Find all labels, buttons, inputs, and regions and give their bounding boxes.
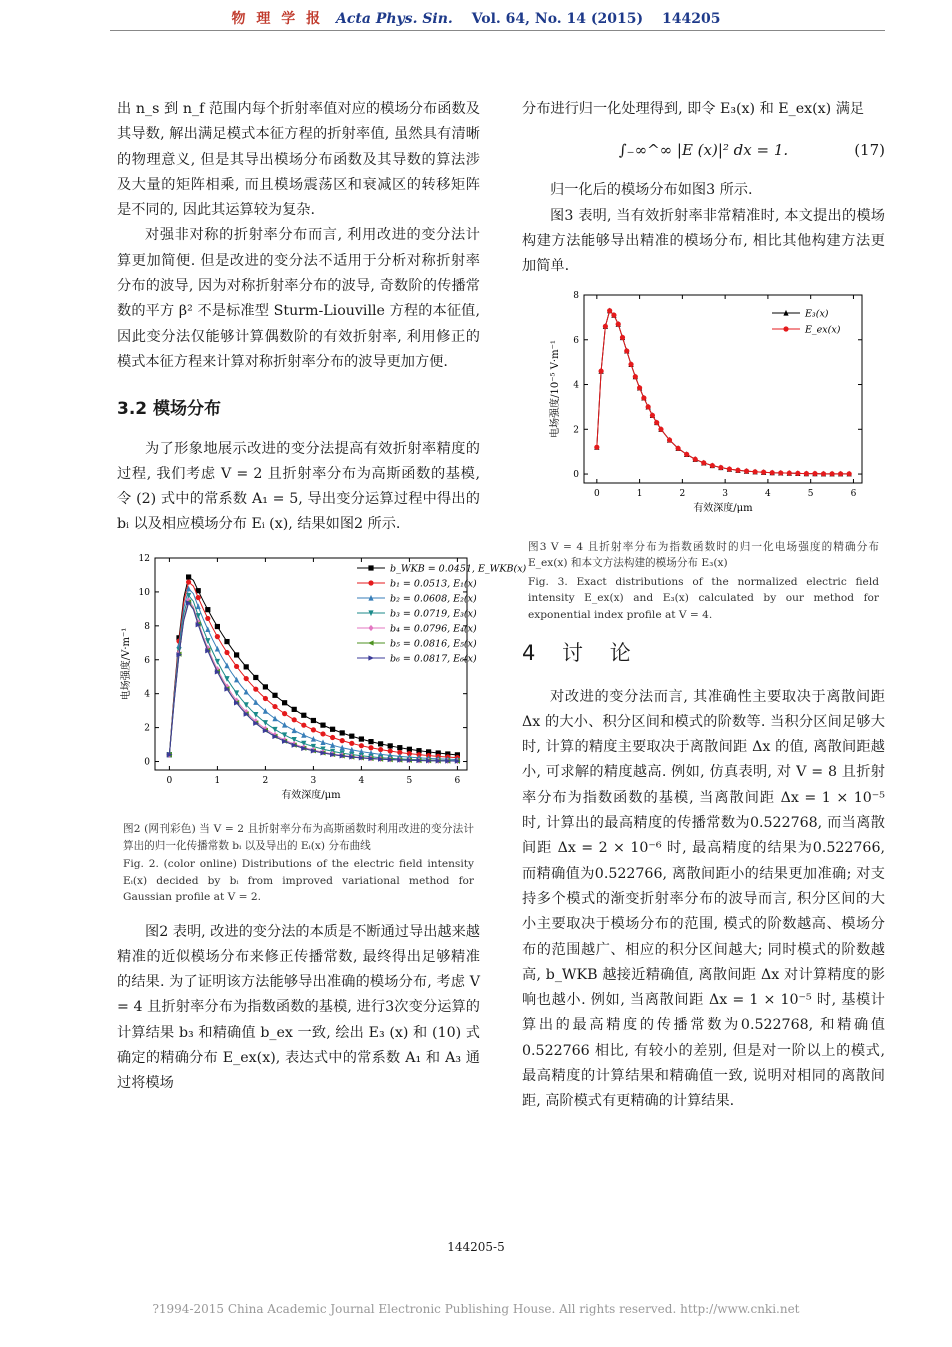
x-tick-label: 4 [358,775,365,786]
y-tick-label: 4 [144,689,150,700]
data-point [693,457,698,462]
data-point [675,446,680,451]
data-point [340,738,345,743]
x-tick-label: 6 [850,489,857,500]
legend-entry: E_ex(x) [805,324,841,336]
page-number: 144205-5 [447,1240,505,1254]
data-point [244,664,249,669]
section-heading: 4 讨 论 [522,641,641,666]
legend-entry: b₃ = 0.0719, E₃(x) [390,608,477,620]
data-point [388,743,393,748]
data-point [311,727,316,732]
data-point [292,707,297,712]
paragraph: 归一化后的模场分布如图3 所示. [550,182,753,199]
y-axis-label: 电场强度/10⁻⁵ V·m⁻¹ [550,340,561,439]
y-tick-label: 12 [138,553,150,564]
paragraph: 对改进的变分法而言, 其准确性主要取决于离散间距 Δx 的大小、积分区间和模式的阶数等. 当积分区间足够大时, 计算的精度主要取决于离散间距 Δx 的值, 离散间距越小, 可求解的精度越高. 例如, 仿真表明, 对 V = 8 且折射率分布为指数函数的基模, 当离散间距 Δx = 1 × 10⁻⁵ 时, 计算出的最高精度的传播常数为0.522768, 而当离散间距 Δx = 2 × 10⁻⁶ 时, 最高精度的结果为0.522766, 而精确值为0.522766, 离散间距小的结果更加准确; 对支持多个模式的渐变折射率分布的波导而言, 积分区间的大小主要取决于模场分布的范围, 模式的阶数越高、模场分布的范围越广、相应的积分区间越大; 同时模式的阶数越高, b_WKB 越接近精确值, 离散间距 Δx 对计算精度的影响也越小. 例如, 当离散间距 Δx = 1 × 10⁻⁵ 时, 基模计算出的最高精度的传播常数为0.522768, 和精确值0.522766 相比, 有较小的差别, 但是对一阶以上的模式, 最高精度的计算结果和精确值一致, 说明对相同的离散间距, 高阶模式有更精确的计算结果. [522,688,885,1110]
data-point [282,722,287,728]
figure-2-caption-cn: 图2 (网刊彩色) 当 V = 2 且折射率分布为高斯函数时利用改进的变分法计算出的归一化传播常数 bᵢ 以及导出的 Eᵢ(x) 分布曲线 [123,823,474,852]
data-point [667,438,672,443]
data-point [330,726,335,731]
data-point [701,461,706,466]
data-point [628,362,633,367]
data-point [311,718,316,723]
data-point [282,711,287,716]
data-point [349,733,354,738]
data-point [215,659,220,665]
y-tick-label: 10 [138,587,150,598]
figure-2-chart [117,550,527,812]
data-point [272,727,277,733]
legend-entry: b₆ = 0.0817, E₆(x) [390,653,477,665]
journal-title-cn: 物 理 学 报 [231,11,324,27]
data-point [224,650,229,655]
data-point [821,472,826,477]
x-tick-label: 1 [636,489,643,500]
x-tick-label: 0 [166,775,173,786]
data-point [761,470,766,475]
equation-number: (17) [854,141,885,160]
data-point [292,727,297,733]
data-point [253,675,258,680]
data-point [330,735,335,740]
data-point [272,692,277,697]
data-point [633,375,638,380]
data-point [196,595,201,600]
data-point [624,349,629,354]
data-point [838,472,843,477]
x-tick-label: 2 [262,775,269,786]
data-point [368,745,373,750]
y-tick-label: 4 [573,381,579,392]
data-point [215,634,220,639]
data-point [292,717,297,722]
series-1 [167,579,460,760]
header-rule [110,30,885,31]
data-point [301,722,306,727]
data-point [196,603,201,609]
paragraph: 对强非对称的折射率分布而言, 利用改进的变分法计算更加简便. 但是改进的变分法不适用于分析对称折射率分布的波导, 因为对称折射率分布的波导, 奇数阶的传播常数的平方 β² 不是标准型 Sturm-Liouville 方程的本征值, 因此变分法仅能够计算偶数阶的有效折射率, 利用修正的模式本征方程来计算对称折射率分布的波导更加方便. [117,227,480,370]
data-point [603,324,608,329]
legend-marker [783,327,788,332]
legend-marker [368,565,373,570]
journal-volume: Vol. 64, No. 14 (2015) [471,11,644,27]
data-point [244,676,249,681]
data-point [224,639,229,644]
x-tick-label: 2 [679,489,686,500]
y-tick-label: 6 [573,336,579,347]
right-column [522,97,885,1115]
data-point [658,427,663,432]
data-point [263,684,268,689]
data-point [654,420,659,425]
data-point [847,472,852,477]
copyright-line: ?1994-2015 China Academic Journal Electronic Publishing House. All rights reserved. http://www.cnki.net [152,1302,800,1316]
data-point [812,471,817,476]
x-tick-label: 5 [406,775,413,786]
figure-3-caption-en: Fig. 3. Exact distributions of the normalized electric field intensity E_ex(x) and E₃(x) calculated by our method for exponential index profile at V = 4. [528,575,879,621]
x-tick-label: 0 [593,489,600,500]
figure-2 [117,550,527,906]
data-point [710,463,715,468]
data-point [263,720,268,726]
data-point [829,472,834,477]
data-point [272,715,277,721]
data-point [186,579,191,584]
legend-entry: E₃(x) [805,308,829,320]
y-tick-label: 0 [573,470,579,481]
paragraph: 图2 表明, 改进的变分法的本质是不断通过导出越来越精准的近似模场分布来修正传播常数, 最终得出足够精准的结果. 为了证明该方法能够导出准确的模场分布, 考虑 V = 4 且折射率分布为指数函数的基模, 进行3次变分运算的计算结果 b₃ 和精确值 b_ex 一致, 绘出 E₃ (x) 和 (10) 式确定的精确分布 E_ex(x), 表达式中的常系数 A₁ 和 A₃ 通过将模场 [117,923,480,1092]
data-point [727,467,732,472]
data-point [616,322,621,327]
data-point [234,664,239,669]
paragraph: 出 n_s 到 n_f 范围内每个折射率值对应的模场分布函数及其导数, 解出满足模式本征方程的折射率值, 虽然具有清晰的物理意义, 但是其导出模场分布函数及其导数的算法涉及大量的矩阵相乘, 而且模场震荡区和衰减区的转移矩阵是不同的, 因此其运算较为复杂. [117,101,480,219]
legend-marker [368,580,373,585]
data-point [215,646,220,652]
data-point [320,731,325,736]
left-column [117,97,527,1097]
legend-entry: b_WKB = 0.0451, E_WKB(x) [390,563,527,575]
data-point [718,465,723,470]
data-point [752,470,757,475]
data-point [378,741,383,746]
data-point [637,386,642,391]
data-point [282,700,287,705]
figure-3 [522,289,885,623]
data-point [744,469,749,474]
x-tick-label: 5 [807,489,814,500]
x-tick-label: 3 [722,489,729,500]
y-tick-label: 8 [144,621,150,632]
equation [522,122,885,178]
data-point [646,405,651,410]
legend-marker [368,655,374,660]
data-point [770,471,775,476]
paragraph: 图3 表明, 当有效折射率非常精准时, 本文提出的模场构建方法能够导出精准的模场分布, 相比其他构建方法更加简单. [522,207,885,275]
data-point [804,471,809,476]
data-point [594,445,599,450]
data-point [795,471,800,476]
data-point [620,335,625,340]
y-tick-label: 2 [144,723,150,734]
data-point [234,652,239,657]
y-tick-label: 8 [573,291,579,302]
x-axis-label: 有效深度/μm [693,503,753,515]
legend-entry: b₁ = 0.0513, E₁(x) [390,578,477,590]
x-tick-label: 6 [454,775,461,786]
data-point [301,712,306,717]
legend-entry: b₂ = 0.0608, E₂(x) [390,593,477,605]
paragraph: 分布进行归一化处理得到, 即令 E₃(x) 和 E_ex(x) 满足 [522,101,865,117]
data-point [641,396,646,401]
data-point [349,740,354,745]
running-header [0,8,952,28]
y-tick-label: 2 [573,425,579,436]
data-point [320,722,325,727]
data-point [186,574,191,579]
data-point [368,739,373,744]
y-tick-label: 0 [144,757,150,768]
legend-entry: b₅ = 0.0816, E₅(x) [390,638,477,650]
data-point [684,452,689,457]
data-point [599,369,604,374]
data-point [787,471,792,476]
legend-marker [368,640,374,645]
data-point [607,309,612,314]
x-axis-label: 有效深度/μm [281,789,341,801]
data-point [359,736,364,741]
data-point [340,730,345,735]
journal-title-en: Acta Phys. Sin. [336,11,453,27]
y-tick-label: 6 [144,655,150,666]
data-point [263,696,268,701]
data-point [359,743,364,748]
paragraph: 为了形象地展示改进的变分法提高有效折射率精度的过程, 我们考虑 V = 2 且折射率分布为高斯函数的基模, 令 (2) 式中的常系数 A₁ = 5, 导出变分运算过程中得出的 bᵢ 以及相应模场分布 Eᵢ (x), 结果如图2 所示. [117,440,480,533]
data-point [611,313,616,318]
data-point [301,732,306,738]
journal-page-id: 144205 [661,11,721,27]
legend-marker [368,625,373,631]
series-line [169,595,457,760]
data-point [205,626,210,632]
y-axis-label: 电场强度/V·m⁻¹ [121,627,132,701]
data-point [205,607,210,612]
data-point [735,468,740,473]
data-point [778,471,783,476]
x-tick-label: 4 [765,489,771,500]
plot-frame [584,295,862,483]
data-point [650,413,655,418]
figure-3-chart [522,289,885,529]
equation-body: ∫₋∞^∞ |E (x)|² dx = 1. [618,141,789,160]
x-tick-label: 1 [214,775,221,786]
figure-3-caption-cn: 图3 V = 4 且折射率分布为指数函数时的归一化电场强度的精确分布 E_ex(x) 和本文方法构建的模场分布 E₃(x) [528,540,879,570]
section-heading: 3.2 模场分布 [117,399,222,420]
data-point [205,616,210,621]
data-point [215,624,220,629]
data-point [253,686,258,691]
figure-2-caption-en: Fig. 2. (color online) Distributions of the electric field intensity Eᵢ(x) decided by bᵢ from improved variational method for Gaussian profile at V = 2. [123,858,474,904]
legend-entry: b₄ = 0.0796, E₄(x) [390,623,477,635]
data-point [272,704,277,709]
data-point [397,745,402,750]
x-tick-label: 3 [310,775,317,786]
